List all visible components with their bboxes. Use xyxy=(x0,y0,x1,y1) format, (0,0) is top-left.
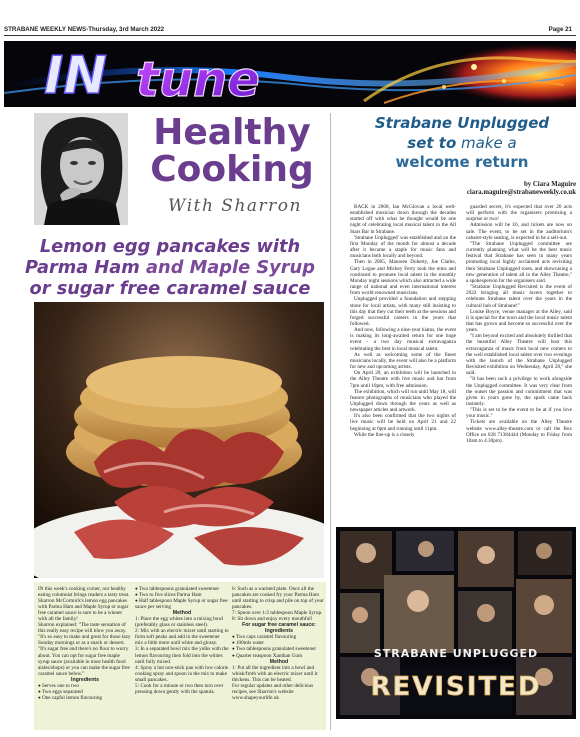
poster-line1: STRABANE UNPLUGGED xyxy=(373,647,539,660)
recipe-column-1: IN this week's cooking corner, our healthy eating columnist brings readers a tasty treat. Sharron McCormick's lemon egg pancakes with Parma Ham and Maple Syrup or sugar free caramel sauce is sure to be a winner with all the family! Sharron explained: "The taste sensation of this really easy recipe will blow you away. "It's so easy to make and great for those lazy Sunday mornings or as a snack or dessert. "It's sugar free and there's no flour to worry about. You can opt for sugar free maple syrup sauce (available in most health food aisles/shops) or you can make the sugar free caramel sauce below." Ingredients ● Serves one to two ● Two eggs separated ● One capful lemon flavouring xyxy=(38,586,132,701)
column-divider xyxy=(330,113,331,730)
poster-line2: REVISITED xyxy=(370,672,542,702)
method-step: 6: Such as a warmed plate. Once all the pancakes are cooked fry your Parma Ham until starting to crisp and pile on top of your pancakes. xyxy=(232,586,324,611)
article-column-2: guarded secret, it's expected that over 20 acts will perform with the organisers promising a surprise or two! Admission will be £6, and tickets are now on sale. The event, to be set in the auditorium's cabaret-style seating, is expected to be a sell-out. "The Strabane Unplugged committee are currently planning what will be the best music festival that Strabane has seen in many years promoting local highly acclaimed acts revisiting their Strabane Unplugged roots, and showcasing a new generation of talent all in the Alley Theatre," a spokesperson for the organisers said. "Strabane Unplugged Revisited is the event of 2022 bringing all music lovers together to celebrate Strabane talent over the years in the cultural hub of Strabane!" Louise Boyce, venue manager at the Alley, said it is special for the town and the local music talent that has grown and become so successful over the years. "I am beyond excited and absolutely thrilled that the beautiful Alley Theatre will host this extravaganza of music from local new comers to the well established local talent over two evenings with the launch of the Strabane Unplugged Revisited exhibition on Wednesday, April 20," she said. "It has been such a privilege to work alongside the Unplugged committee. It was very clear from the outset the passion and commitment that was given in years gone by, the spark came back instantly. "This is set to be the event to be at if you love your music." Tickets are available on the Alley Theatre website www.alley-theatre.com or call the Box Office on 028 71384444 (Monday to Friday from 10am to 4.30pm). xyxy=(466,204,572,444)
banner-art xyxy=(4,41,576,107)
author-name: by Ciara Maguire xyxy=(524,181,576,188)
columnist-photo xyxy=(34,113,128,225)
ingredients-heading: Ingredients xyxy=(71,676,99,683)
article-column-1: BACK in 2008, Ian McGlovan a local well-established musician down through the decades started off with what he thought would be one night of celebrating local musical talent in the All Stars Bar in Strabane. 'Strabane Unplugged' was established and on the first Monday of the month for almost a decade after it became a staple for music fans and musicians both locally and beyond. Then in 2005, Maureen Doherty, Joe Clarke, Gary Logue and Mickey Ferry took the reins and continued to promote local talent in the monthly Monday night sessions which also attracted a wide range of national and even international interest from world renowned musicians. Unplugged provided a foundation and stepping stone for local artists, with many still insisting to this day that they cut their teeth at the sessions and forged successful careers in the years that followed. And now, following a nine-year hiatus, the event is making its long-awaited return for one huge event - a two day musical extravaganza celebrating the best in local musical talent. As well as welcoming some of the finest musicians locally, the event will also be a platform for new and upcoming artists. On April 20, an exhibition will be launched in the Alley Theatre with live music and bar from 7pm until 10pm, with free admission. The exhibition, which will run until May 18, will feature photographs of musicians who played the Unplugged down through the years as well as newspaper articles and artwork. It's also been confirmed that the two nights of live music will be held on April 21 and 22 beginning at 6pm and running until 11pm. While the line-up is a closely xyxy=(350,204,456,438)
ingredient-item: ● Two eggs separated xyxy=(38,689,132,695)
caramel-method-step: 1: Put all the ingredient into a bowl and whisk/froth with an electric mixer until it thickens. This can be heated. xyxy=(232,664,318,683)
intune-banner xyxy=(4,41,576,107)
method-step: 3: In a separated bowl mix the yolks with the lemon flavouring then fold into the whites until fully mixed. xyxy=(135,646,229,665)
recipe-column-2 xyxy=(135,586,229,695)
headline-line3: welcome return xyxy=(395,153,529,171)
cooking-title xyxy=(140,114,324,188)
caramel-ingredient: ● Quarter teaspoon Xanthan Gum xyxy=(232,653,326,659)
caramel-heading: For sugar free caramel sauce: xyxy=(242,622,316,629)
method-step: 2: Mix with an electric mixer until starting to form soft peaks and add in the sweetener mix a little more until white and glossy. xyxy=(135,628,229,647)
page-header xyxy=(0,0,580,36)
caramel-ingredients-heading: Ingredients xyxy=(265,628,293,635)
caramel-method-heading: Method xyxy=(269,658,289,665)
header-rule xyxy=(4,35,576,36)
recipe-title-b: Parma Ham xyxy=(25,257,140,278)
logo-tune: tune xyxy=(136,52,260,107)
cooking-title-line1: Healthy xyxy=(153,112,311,153)
article-byline xyxy=(350,181,576,197)
unplugged-poster xyxy=(336,527,576,719)
ingredient-item: ● Half tablespoon Maple Syrup or sugar free sauce per serving xyxy=(135,598,229,610)
cooking-byline: With Sharron xyxy=(168,196,302,216)
recipe-title-d: or sugar free caramel sauce xyxy=(29,278,311,299)
caramel-ingredient: ● 100mls water xyxy=(232,640,326,646)
pancake-photo xyxy=(34,302,324,578)
caramel-ingredient: ● Two caps caramel flavouring xyxy=(232,634,326,640)
recipe-column-3 xyxy=(232,586,326,701)
method-step: 8: Sit down and enjoy every mouthful! xyxy=(232,616,313,623)
author-email[interactable]: ciara.maguire@strabaneweekly.co.uk xyxy=(466,189,576,196)
ingredient-item: ● Two to five slices Parma Ham xyxy=(135,592,229,598)
page-number: Page 21 xyxy=(548,26,572,33)
method-step: 7: Spoon over 1/2 tablespoon Maple Syrup. xyxy=(232,610,323,617)
headline-line1: Strabane Unplugged xyxy=(374,114,550,132)
method-step: 4: Spray a hot non-stick pan with low calorie cooking spray and spoon in the mix to make small pancakes. xyxy=(135,664,229,683)
website-note: For regular updates and other delicious recipes, see Sharron's website www.shapeyourlife.uk xyxy=(232,682,314,701)
caramel-ingredient: ● Two tablespoons granulated sweetener xyxy=(232,646,326,652)
recipe-title-a: Lemon egg pancakes with xyxy=(39,236,301,257)
ingredient-item: ● One capful lemon flavouring xyxy=(38,695,132,701)
article-headline xyxy=(350,114,574,173)
method-heading: Method xyxy=(172,610,192,617)
method-step: 1: Place the egg whites into a mixing bowl (preferably glass or stainless steel). xyxy=(135,616,224,629)
recipe-title-c: and Maple Syrup xyxy=(139,257,315,278)
recipe-box xyxy=(34,582,326,730)
headline-line2a: set to xyxy=(407,133,457,152)
ingredient-item: ● Two tablespoons granulated sweetener xyxy=(135,586,229,592)
ingredient-item: ● Serves one to two xyxy=(38,683,132,689)
logo-in: IN xyxy=(44,46,107,106)
recipe-title xyxy=(10,236,330,299)
publication-line: STRABANE WEEKLY NEWS-Thursday, 3rd March 2022 xyxy=(4,26,165,33)
cooking-title-line2: Cooking xyxy=(150,149,314,190)
headline-line2b: make a xyxy=(456,133,517,152)
method-step: 5: Cook for a minute or two then turn over pressing down gently with the spatula. xyxy=(135,682,224,695)
